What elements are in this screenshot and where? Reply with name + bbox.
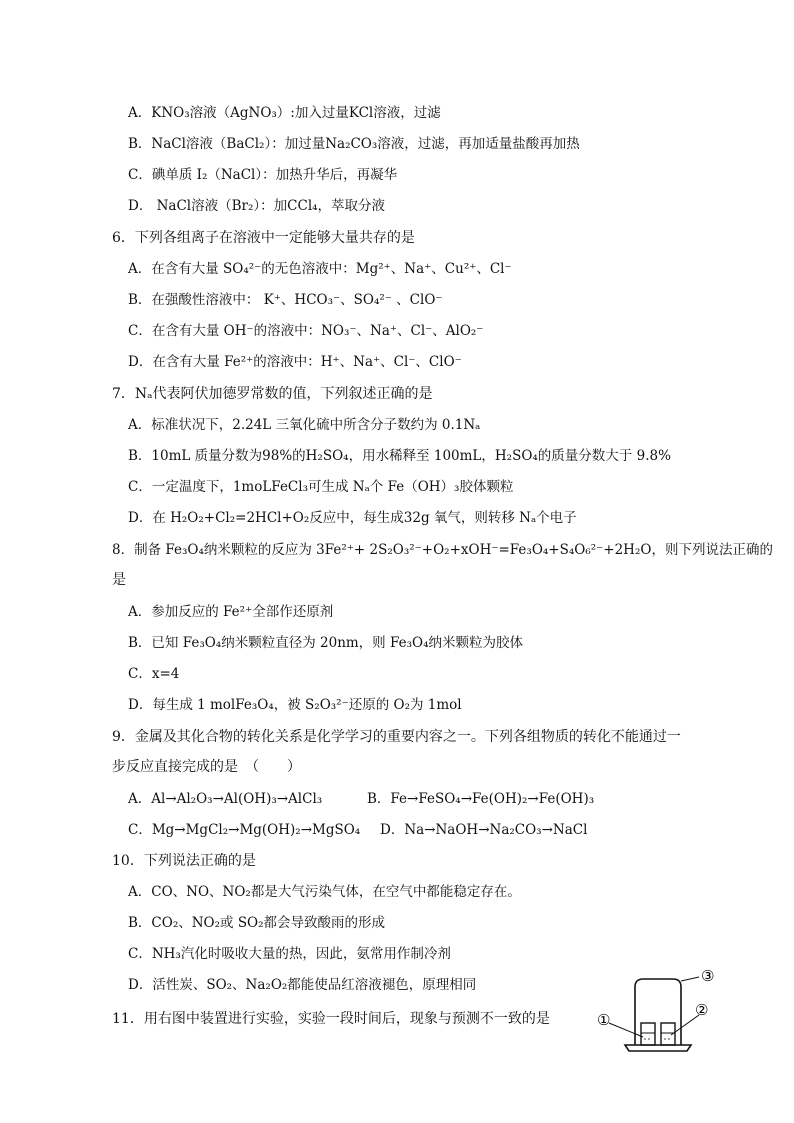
q8-option-c: C．x=4 xyxy=(128,666,180,682)
q7-stem: 7．Nₐ代表阿伏加德罗常数的值，下列叙述正确的是 xyxy=(112,386,433,402)
label-2: ② xyxy=(695,1001,709,1019)
q6-option-c: C．在含有大量 OH⁻的溶液中：NO₃⁻、Na⁺、Cl⁻、AlO₂⁻ xyxy=(128,323,484,339)
q10-option-c: C．NH₃汽化时吸收大量的热，因此，氨常用作制冷剂 xyxy=(128,946,451,962)
q5-option-a: A．KNO₃溶液（AgNO₃）:加入过量KCl溶液，过滤 xyxy=(128,105,441,121)
q7-option-b: B．10mL 质量分数为98%的H₂SO₄，用水稀释至 100mL，H₂SO₄的质量分数大于 9.8% xyxy=(128,448,671,464)
q7-option-d: D．在 H₂O₂+Cl₂=2HCl+O₂反应中，每生成32g 氧气，则转移 Nₐ个电子 xyxy=(128,510,577,526)
q6-option-a: A．在含有大量 SO₄²⁻的无色溶液中：Mg²⁺、Na⁺、Cu²⁺、Cl⁻ xyxy=(128,261,512,277)
q9-option-c: C．Mg→MgCl₂→Mg(OH)₂→MgSO₄ xyxy=(128,822,361,838)
q8-stem-line1: 8．制备 Fe₃O₄纳米颗粒的反应为 3Fe²⁺+ 2S₂O₃²⁻+O₂+xOH⁻=Fe₃O₄+S₄O₆²⁻+2H₂O，则下列说法正确的 xyxy=(112,542,773,558)
label-3: ③ xyxy=(701,967,715,985)
q5-option-d: D． NaCl溶液（Br₂）：加CCl₄，萃取分液 xyxy=(128,198,386,214)
leader-line-1 xyxy=(609,1023,643,1037)
q10-option-a: A．CO、NO、NO₂都是大气污染气体，在空气中都能稳定存在。 xyxy=(128,884,521,900)
q11-stem: 11．用右图中装置进行实验，实验一段时间后，现象与预测不一致的是 xyxy=(112,1011,550,1027)
experiment-apparatus-diagram xyxy=(595,965,725,1065)
q6-stem: 6．下列各组离子在溶液中一定能够大量共存的是 xyxy=(112,230,415,246)
q9-stem-line1: 9．金属及其化合物的转化关系是化学学习的重要内容之一。下列各组物质的转化不能通过一 xyxy=(112,729,681,745)
q9-option-b: B．Fe→FeSO₄→Fe(OH)₂→Fe(OH)₃ xyxy=(367,791,595,807)
base-plate xyxy=(625,1045,691,1051)
q6-option-b: B．在强酸性溶液中： K⁺、HCO₃⁻、SO₄²⁻ 、ClO⁻ xyxy=(128,292,443,308)
q9-option-d: D．Na→NaOH→Na₂CO₃→NaCl xyxy=(380,822,588,838)
q10-option-d: D．活性炭、SO₂、Na₂O₂都能使品红溶液褪色，原理相同 xyxy=(128,977,477,993)
q5-option-b: B．NaCl溶液（BaCl₂）：加过量Na₂CO₃溶液，过滤，再加适量盐酸再加热 xyxy=(128,136,580,152)
q6-option-d: D．在含有大量 Fe²⁺的溶液中：H⁺、Na⁺、Cl⁻、ClO⁻ xyxy=(128,354,462,370)
q5-option-c: C．碘单质 I₂（NaCl）：加热升华后，再凝华 xyxy=(128,167,398,183)
q9-stem-line2: 步反应直接完成的是 （ ） xyxy=(112,759,301,775)
q10-stem: 10．下列说法正确的是 xyxy=(112,853,256,869)
q8-stem-line2: 是 xyxy=(112,572,126,588)
q7-option-a: A．标准状况下，2.24L 三氧化硫中所含分子数约为 0.1Nₐ xyxy=(128,417,481,433)
q8-option-d: D．每生成 1 molFe₃O₄，被 S₂O₃²⁻还原的 O₂为 1mol xyxy=(128,697,462,713)
leader-line-3 xyxy=(681,977,699,981)
q8-option-a: A．参加反应的 Fe²⁺全部作还原剂 xyxy=(128,604,334,620)
q9-option-a: A．Al→Al₂O₃→Al(OH)₃→AlCl₃ xyxy=(128,791,323,807)
q8-option-b: B．已知 Fe₃O₄纳米颗粒直径为 20nm，则 Fe₃O₄纳米颗粒为胶体 xyxy=(128,635,523,651)
label-1: ① xyxy=(597,1011,611,1029)
q10-option-b: B．CO₂、NO₂或 SO₂都会导致酸雨的形成 xyxy=(128,915,386,931)
q7-option-c: C．一定温度下，1moLFeCl₃可生成 Nₐ个 Fe（OH）₃胶体颗粒 xyxy=(128,479,514,495)
apparatus-drawing xyxy=(595,965,725,1065)
bell-jar xyxy=(635,979,681,1045)
beaker-left xyxy=(641,1023,655,1045)
